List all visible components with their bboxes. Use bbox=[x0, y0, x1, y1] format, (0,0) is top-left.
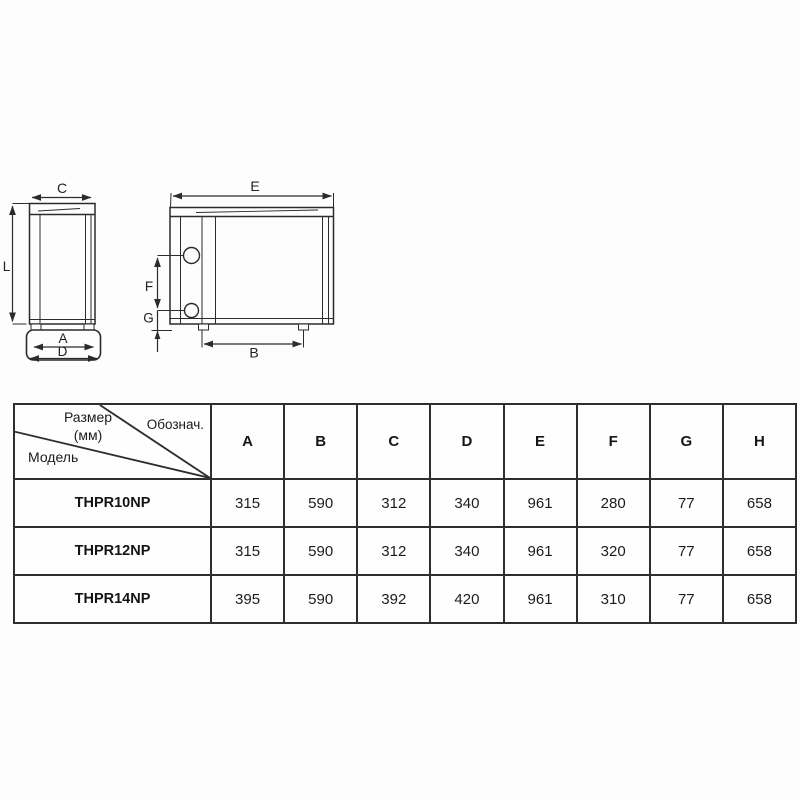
value-cell: 77 bbox=[650, 527, 723, 575]
table-header-row bbox=[14, 404, 796, 479]
front-foot-right bbox=[299, 324, 309, 330]
value-cell: 312 bbox=[357, 479, 430, 527]
value-cell: 392 bbox=[357, 575, 430, 623]
model-name: THPR10NP bbox=[14, 479, 211, 527]
table-row bbox=[14, 575, 796, 623]
value-cell: 961 bbox=[504, 479, 577, 527]
value-cell: 315 bbox=[211, 527, 284, 575]
value-cell: 77 bbox=[650, 575, 723, 623]
corner-model-label: Модель bbox=[28, 449, 79, 465]
value-cell: 395 bbox=[211, 575, 284, 623]
value-cell: 658 bbox=[723, 527, 796, 575]
value-cell: 590 bbox=[284, 479, 357, 527]
dim-label-D: D bbox=[57, 344, 68, 359]
column-header-H: H bbox=[723, 404, 796, 479]
model-name: THPR14NP bbox=[14, 575, 211, 623]
value-cell: 961 bbox=[504, 575, 577, 623]
column-header-C: C bbox=[357, 404, 430, 479]
pipe-connection-lower bbox=[185, 304, 199, 318]
side-foot-left bbox=[31, 324, 41, 330]
front-foot-left bbox=[199, 324, 209, 330]
value-cell: 420 bbox=[430, 575, 503, 623]
value-cell: 312 bbox=[357, 527, 430, 575]
dim-label-B: B bbox=[249, 344, 259, 361]
table-corner-cell bbox=[14, 404, 211, 479]
dim-label-F: F bbox=[144, 279, 154, 294]
value-cell: 340 bbox=[430, 479, 503, 527]
table-row bbox=[14, 479, 796, 527]
dim-label-A: A bbox=[58, 331, 68, 346]
corner-designation-label: Обознач. bbox=[146, 417, 204, 432]
corner-unit-label: (мм) bbox=[73, 427, 103, 443]
column-header-F: F bbox=[577, 404, 650, 479]
value-cell: 315 bbox=[211, 479, 284, 527]
side-view-drawing bbox=[3, 180, 101, 360]
dim-arrow-G bbox=[155, 331, 161, 340]
value-cell: 77 bbox=[650, 479, 723, 527]
value-cell: 280 bbox=[577, 479, 650, 527]
value-cell: 658 bbox=[723, 479, 796, 527]
value-cell: 658 bbox=[723, 575, 796, 623]
front-view-drawing bbox=[143, 178, 333, 361]
column-header-G: G bbox=[650, 404, 723, 479]
dim-label-G: G bbox=[143, 310, 154, 326]
value-cell: 590 bbox=[284, 575, 357, 623]
table-row bbox=[14, 527, 796, 575]
column-header-B: B bbox=[284, 404, 357, 479]
column-header-D: D bbox=[430, 404, 503, 479]
dim-label-L: L bbox=[2, 259, 11, 274]
value-cell: 320 bbox=[577, 527, 650, 575]
column-header-E: E bbox=[504, 404, 577, 479]
corner-size-label: Размер bbox=[63, 409, 113, 425]
pipe-connection-upper bbox=[184, 248, 200, 264]
dim-label-E: E bbox=[250, 178, 260, 194]
value-cell: 310 bbox=[577, 575, 650, 623]
heat-pump-dimension-drawing bbox=[0, 0, 800, 380]
side-foot-right bbox=[84, 324, 94, 330]
dim-ext-E-left bbox=[171, 193, 172, 208]
value-cell: 590 bbox=[284, 527, 357, 575]
model-name: THPR12NP bbox=[14, 527, 211, 575]
value-cell: 340 bbox=[430, 527, 503, 575]
dim-label-C: C bbox=[56, 180, 68, 196]
dimensions-table bbox=[13, 403, 797, 624]
value-cell: 961 bbox=[504, 527, 577, 575]
column-header-A: A bbox=[211, 404, 284, 479]
